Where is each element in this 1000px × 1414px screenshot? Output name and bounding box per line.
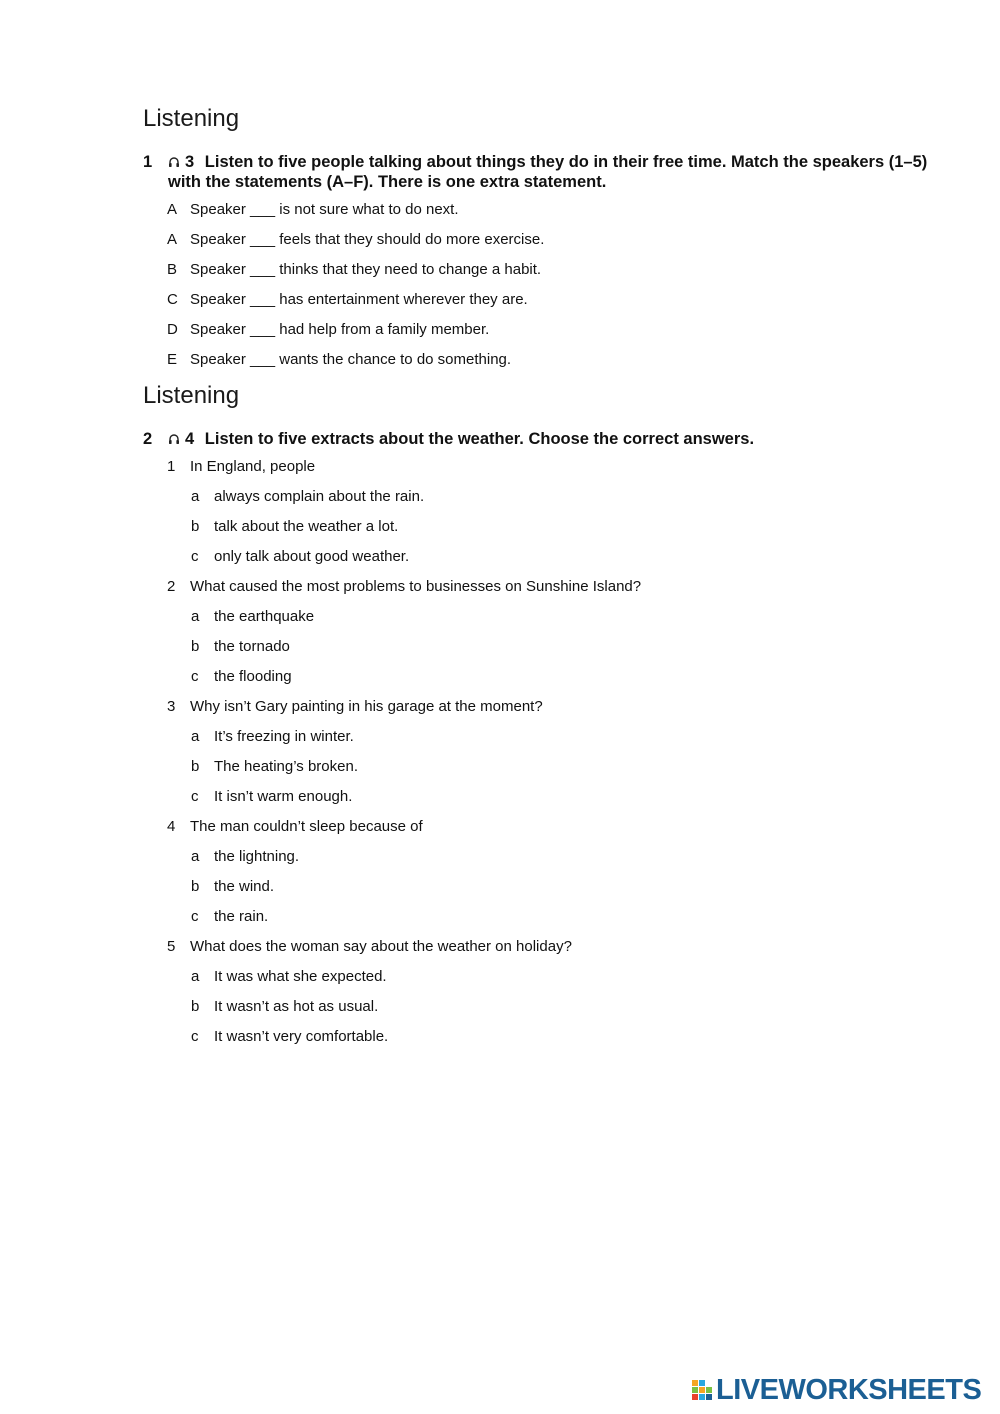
sub-question-text: The man couldn’t sleep because of <box>190 818 423 835</box>
option-text: always complain about the rain. <box>214 488 425 505</box>
question-1-instruction-text: Listen to five people talking about things they do in their free time. Match the speakers (1–5) with the statements (A–F). There is one extra statement. <box>168 153 928 191</box>
headphones-icon[interactable] <box>168 433 180 445</box>
option-letter: c <box>191 1028 199 1045</box>
option-letter: c <box>191 548 199 565</box>
option-text: the tornado <box>214 638 290 655</box>
question-1-header <box>143 152 943 194</box>
section-1-title: Listening <box>143 105 240 132</box>
sub-question-number: 3 <box>167 698 176 715</box>
statement-letter: B <box>167 261 178 278</box>
question-2-track: 4 <box>185 430 195 448</box>
option-text: It’s freezing in winter. <box>214 728 354 745</box>
option-letter: b <box>191 878 200 895</box>
statement-letter: D <box>167 321 178 338</box>
logo-text: LIVEWORKSHEETS <box>716 1373 982 1406</box>
statement-letter: A <box>167 231 178 248</box>
sub-question-text: What does the woman say about the weather on holiday? <box>190 938 572 955</box>
question-2-instruction-text: Listen to five extracts about the weather. Choose the correct answers. <box>204 430 755 448</box>
statement-letter: C <box>167 291 178 308</box>
option-text: talk about the weather a lot. <box>214 518 399 535</box>
sub-question-number: 2 <box>167 578 176 595</box>
option-text: the flooding <box>214 668 292 685</box>
option-text: the wind. <box>214 878 275 895</box>
question-2-number: 2 <box>143 430 153 448</box>
option-text: It wasn’t as hot as usual. <box>214 998 379 1015</box>
option-letter: b <box>191 998 200 1015</box>
option-letter: b <box>191 518 200 535</box>
option-letter: a <box>191 848 200 865</box>
question-2-instruction <box>168 429 938 449</box>
sub-question-text: What caused the most problems to businesses on Sunshine Island? <box>190 578 642 595</box>
question-2-header <box>143 429 943 451</box>
statement-text: Speaker ___ had help from a family member. <box>190 321 490 338</box>
option-letter: a <box>191 488 200 505</box>
sub-question-text: In England, people <box>190 458 316 475</box>
question-1-track: 3 <box>185 153 195 171</box>
option-text: The heating’s broken. <box>214 758 358 775</box>
headphones-icon[interactable] <box>168 156 180 168</box>
option-letter: a <box>191 608 200 625</box>
option-text: only talk about good weather. <box>214 548 410 565</box>
option-letter: a <box>191 968 200 985</box>
statement-letter: E <box>167 351 178 368</box>
option-text: the earthquake <box>214 608 315 625</box>
option-letter: b <box>191 638 200 655</box>
statement-text: Speaker ___ thinks that they need to change a habit. <box>190 261 542 278</box>
sub-question-number: 4 <box>167 818 176 835</box>
option-text: the lightning. <box>214 848 300 865</box>
liveworksheets-logo[interactable] <box>692 1374 981 1406</box>
option-text: the rain. <box>214 908 269 925</box>
statement-letter: A <box>167 201 178 218</box>
statement-text: Speaker ___ has entertainment wherever they are. <box>190 291 528 308</box>
sub-question-number: 5 <box>167 938 176 955</box>
statement-text: Speaker ___ wants the chance to do something. <box>190 351 512 368</box>
statement-text: Speaker ___ feels that they should do more exercise. <box>190 231 545 248</box>
option-letter: c <box>191 668 199 685</box>
option-letter: c <box>191 908 199 925</box>
section-2-title: Listening <box>143 382 240 409</box>
option-text: It was what she expected. <box>214 968 387 985</box>
sub-question-number: 1 <box>167 458 176 475</box>
option-text: It isn’t warm enough. <box>214 788 353 805</box>
question-1-number: 1 <box>143 153 153 171</box>
question-1-instruction <box>168 152 938 192</box>
sub-question-text: Why isn’t Gary painting in his garage at the moment? <box>190 698 543 715</box>
option-letter: c <box>191 788 199 805</box>
logo-blocks-icon <box>692 1378 714 1402</box>
statement-text: Speaker ___ is not sure what to do next. <box>190 201 459 218</box>
option-letter: b <box>191 758 200 775</box>
option-letter: a <box>191 728 200 745</box>
option-text: It wasn’t very comfortable. <box>214 1028 389 1045</box>
